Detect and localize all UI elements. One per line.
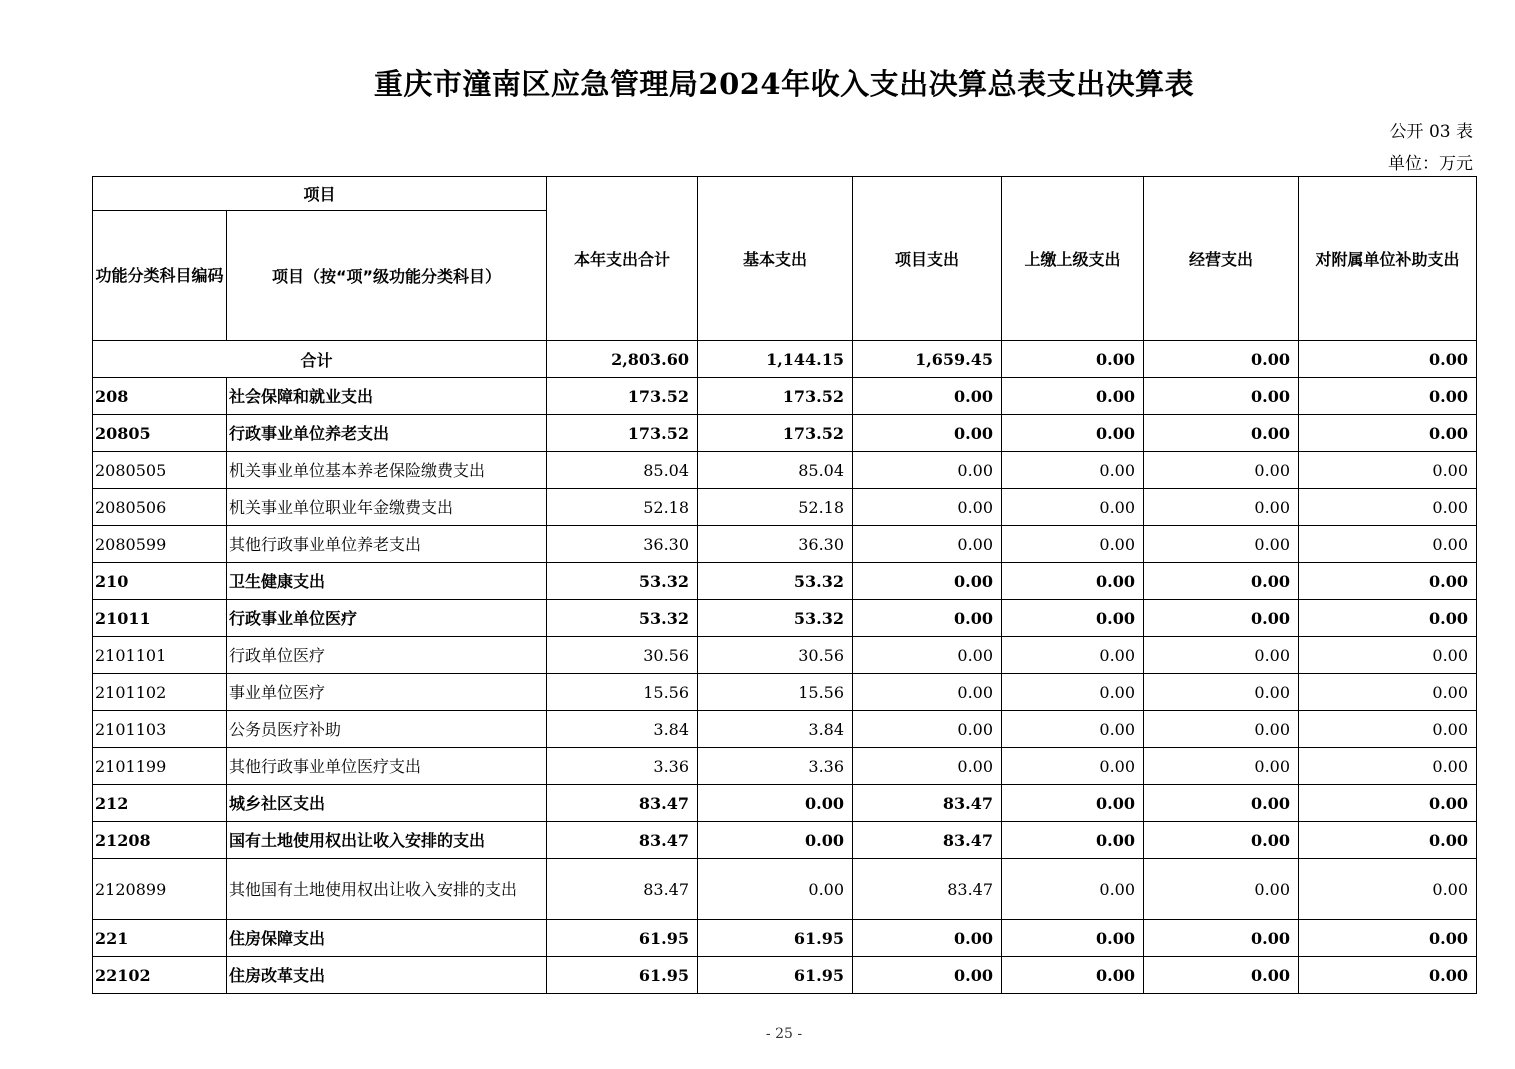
table-row: [93, 859, 1477, 920]
row-remit: 0.00: [1002, 674, 1144, 711]
total-remit: 0.00: [1002, 341, 1144, 378]
row-business: 0.00: [1144, 378, 1299, 415]
row-code: 2080599: [93, 526, 227, 563]
row-name: 其他行政事业单位医疗支出: [227, 748, 547, 785]
row-basic: 3.36: [698, 748, 853, 785]
row-subsidy: 0.00: [1299, 674, 1477, 711]
row-total: 3.84: [547, 711, 698, 748]
table-row: [93, 785, 1477, 822]
table-row: [93, 674, 1477, 711]
row-project: 0.00: [853, 600, 1002, 637]
table-row: [93, 452, 1477, 489]
row-name: 机关事业单位基本养老保险缴费支出: [227, 452, 547, 489]
row-basic: 85.04: [698, 452, 853, 489]
row-name: 住房改革支出: [227, 957, 547, 994]
row-total: 85.04: [547, 452, 698, 489]
row-code: 212: [93, 785, 227, 822]
row-project: 83.47: [853, 785, 1002, 822]
total-subsidy: 0.00: [1299, 341, 1477, 378]
row-name: 其他行政事业单位养老支出: [227, 526, 547, 563]
row-project: 0.00: [853, 957, 1002, 994]
expenditure-table: [92, 176, 1477, 994]
row-subsidy: 0.00: [1299, 489, 1477, 526]
row-total: 83.47: [547, 859, 698, 920]
row-name: 卫生健康支出: [227, 563, 547, 600]
header-item: 项目: [93, 177, 547, 211]
table-row: [93, 415, 1477, 452]
row-remit: 0.00: [1002, 526, 1144, 563]
row-total: 61.95: [547, 957, 698, 994]
row-code: 2101102: [93, 674, 227, 711]
row-business: 0.00: [1144, 637, 1299, 674]
row-subsidy: 0.00: [1299, 563, 1477, 600]
row-code: 20805: [93, 415, 227, 452]
row-business: 0.00: [1144, 822, 1299, 859]
row-remit: 0.00: [1002, 415, 1144, 452]
row-total: 173.52: [547, 378, 698, 415]
row-name: 行政事业单位医疗: [227, 600, 547, 637]
row-project: 0.00: [853, 489, 1002, 526]
row-basic: 52.18: [698, 489, 853, 526]
row-remit: 0.00: [1002, 563, 1144, 600]
row-business: 0.00: [1144, 859, 1299, 920]
row-name: 其他国有土地使用权出让收入安排的支出: [227, 859, 547, 920]
row-name: 住房保障支出: [227, 920, 547, 957]
table-code: 公开 03 表: [1389, 122, 1473, 142]
row-remit: 0.00: [1002, 637, 1144, 674]
table-row: [93, 711, 1477, 748]
row-remit: 0.00: [1002, 957, 1144, 994]
row-subsidy: 0.00: [1299, 822, 1477, 859]
row-basic: 173.52: [698, 415, 853, 452]
row-total: 52.18: [547, 489, 698, 526]
row-basic: 0.00: [698, 785, 853, 822]
header-remit: 上缴上级支出: [1002, 177, 1144, 341]
row-basic: 173.52: [698, 378, 853, 415]
row-project: 0.00: [853, 378, 1002, 415]
row-subsidy: 0.00: [1299, 785, 1477, 822]
row-basic: 3.84: [698, 711, 853, 748]
header-business: 经营支出: [1144, 177, 1299, 341]
header-name: 项目（按“项”级功能分类科目）: [227, 211, 547, 341]
row-total: 61.95: [547, 920, 698, 957]
table-row: [93, 920, 1477, 957]
row-business: 0.00: [1144, 415, 1299, 452]
row-project: 0.00: [853, 920, 1002, 957]
header-basic: 基本支出: [698, 177, 853, 341]
row-total: 30.56: [547, 637, 698, 674]
row-subsidy: 0.00: [1299, 748, 1477, 785]
row-code: 221: [93, 920, 227, 957]
row-total: 83.47: [547, 822, 698, 859]
row-code: 2120899: [93, 859, 227, 920]
row-name: 社会保障和就业支出: [227, 378, 547, 415]
table-row: [93, 526, 1477, 563]
row-subsidy: 0.00: [1299, 711, 1477, 748]
table-row: [93, 957, 1477, 994]
row-name: 行政事业单位养老支出: [227, 415, 547, 452]
row-remit: 0.00: [1002, 785, 1144, 822]
row-name: 公务员医疗补助: [227, 711, 547, 748]
row-project: 0.00: [853, 563, 1002, 600]
row-code: 2101199: [93, 748, 227, 785]
table-row: [93, 489, 1477, 526]
header-project: 项目支出: [853, 177, 1002, 341]
row-subsidy: 0.00: [1299, 415, 1477, 452]
table-row: [93, 822, 1477, 859]
row-business: 0.00: [1144, 563, 1299, 600]
unit-label: 单位：万元: [1388, 154, 1473, 174]
row-code: 21208: [93, 822, 227, 859]
row-business: 0.00: [1144, 600, 1299, 637]
row-basic: 36.30: [698, 526, 853, 563]
row-remit: 0.00: [1002, 920, 1144, 957]
row-subsidy: 0.00: [1299, 600, 1477, 637]
row-project: 0.00: [853, 526, 1002, 563]
row-subsidy: 0.00: [1299, 920, 1477, 957]
row-business: 0.00: [1144, 711, 1299, 748]
row-business: 0.00: [1144, 957, 1299, 994]
row-basic: 30.56: [698, 637, 853, 674]
row-subsidy: 0.00: [1299, 957, 1477, 994]
row-total: 36.30: [547, 526, 698, 563]
total-business: 0.00: [1144, 341, 1299, 378]
row-code: 2080506: [93, 489, 227, 526]
row-project: 0.00: [853, 711, 1002, 748]
row-basic: 53.32: [698, 600, 853, 637]
page-number: - 25 -: [765, 1026, 803, 1042]
row-remit: 0.00: [1002, 711, 1144, 748]
table-row: [93, 563, 1477, 600]
row-code: 208: [93, 378, 227, 415]
table-row: [93, 637, 1477, 674]
row-name: 机关事业单位职业年金缴费支出: [227, 489, 547, 526]
header-total: 本年支出合计: [547, 177, 698, 341]
row-remit: 0.00: [1002, 378, 1144, 415]
row-subsidy: 0.00: [1299, 859, 1477, 920]
total-row: [93, 341, 1477, 378]
row-project: 0.00: [853, 674, 1002, 711]
header-subsidy: 对附属单位补助支出: [1299, 177, 1477, 341]
row-business: 0.00: [1144, 748, 1299, 785]
row-subsidy: 0.00: [1299, 452, 1477, 489]
total-label: 合计: [93, 341, 547, 378]
row-name: 国有土地使用权出让收入安排的支出: [227, 822, 547, 859]
row-code: 210: [93, 563, 227, 600]
row-business: 0.00: [1144, 920, 1299, 957]
row-total: 83.47: [547, 785, 698, 822]
row-business: 0.00: [1144, 785, 1299, 822]
row-project: 0.00: [853, 637, 1002, 674]
row-subsidy: 0.00: [1299, 378, 1477, 415]
row-total: 15.56: [547, 674, 698, 711]
header-code: 功能分类科目编码: [93, 211, 227, 341]
row-project: 83.47: [853, 859, 1002, 920]
row-code: 22102: [93, 957, 227, 994]
row-business: 0.00: [1144, 674, 1299, 711]
row-name: 事业单位医疗: [227, 674, 547, 711]
total-total: 2,803.60: [547, 341, 698, 378]
row-basic: 0.00: [698, 859, 853, 920]
row-subsidy: 0.00: [1299, 526, 1477, 563]
row-remit: 0.00: [1002, 748, 1144, 785]
row-remit: 0.00: [1002, 600, 1144, 637]
row-project: 0.00: [853, 415, 1002, 452]
total-project: 1,659.45: [853, 341, 1002, 378]
total-basic: 1,144.15: [698, 341, 853, 378]
row-project: 0.00: [853, 748, 1002, 785]
row-remit: 0.00: [1002, 822, 1144, 859]
row-remit: 0.00: [1002, 859, 1144, 920]
row-subsidy: 0.00: [1299, 637, 1477, 674]
row-basic: 53.32: [698, 563, 853, 600]
row-project: 83.47: [853, 822, 1002, 859]
row-total: 173.52: [547, 415, 698, 452]
row-remit: 0.00: [1002, 452, 1144, 489]
row-business: 0.00: [1144, 452, 1299, 489]
row-remit: 0.00: [1002, 489, 1144, 526]
table-row: [93, 748, 1477, 785]
row-code: 2080505: [93, 452, 227, 489]
row-name: 城乡社区支出: [227, 785, 547, 822]
page-title: 重庆市潼南区应急管理局2024年收入支出决算总表支出决算表: [373, 67, 1195, 101]
table-row: [93, 600, 1477, 637]
row-business: 0.00: [1144, 489, 1299, 526]
table-row: [93, 378, 1477, 415]
row-total: 53.32: [547, 563, 698, 600]
row-total: 3.36: [547, 748, 698, 785]
row-project: 0.00: [853, 452, 1002, 489]
row-total: 53.32: [547, 600, 698, 637]
row-basic: 61.95: [698, 920, 853, 957]
row-code: 2101103: [93, 711, 227, 748]
row-code: 21011: [93, 600, 227, 637]
row-code: 2101101: [93, 637, 227, 674]
row-basic: 15.56: [698, 674, 853, 711]
row-basic: 0.00: [698, 822, 853, 859]
row-name: 行政单位医疗: [227, 637, 547, 674]
row-business: 0.00: [1144, 526, 1299, 563]
row-basic: 61.95: [698, 957, 853, 994]
